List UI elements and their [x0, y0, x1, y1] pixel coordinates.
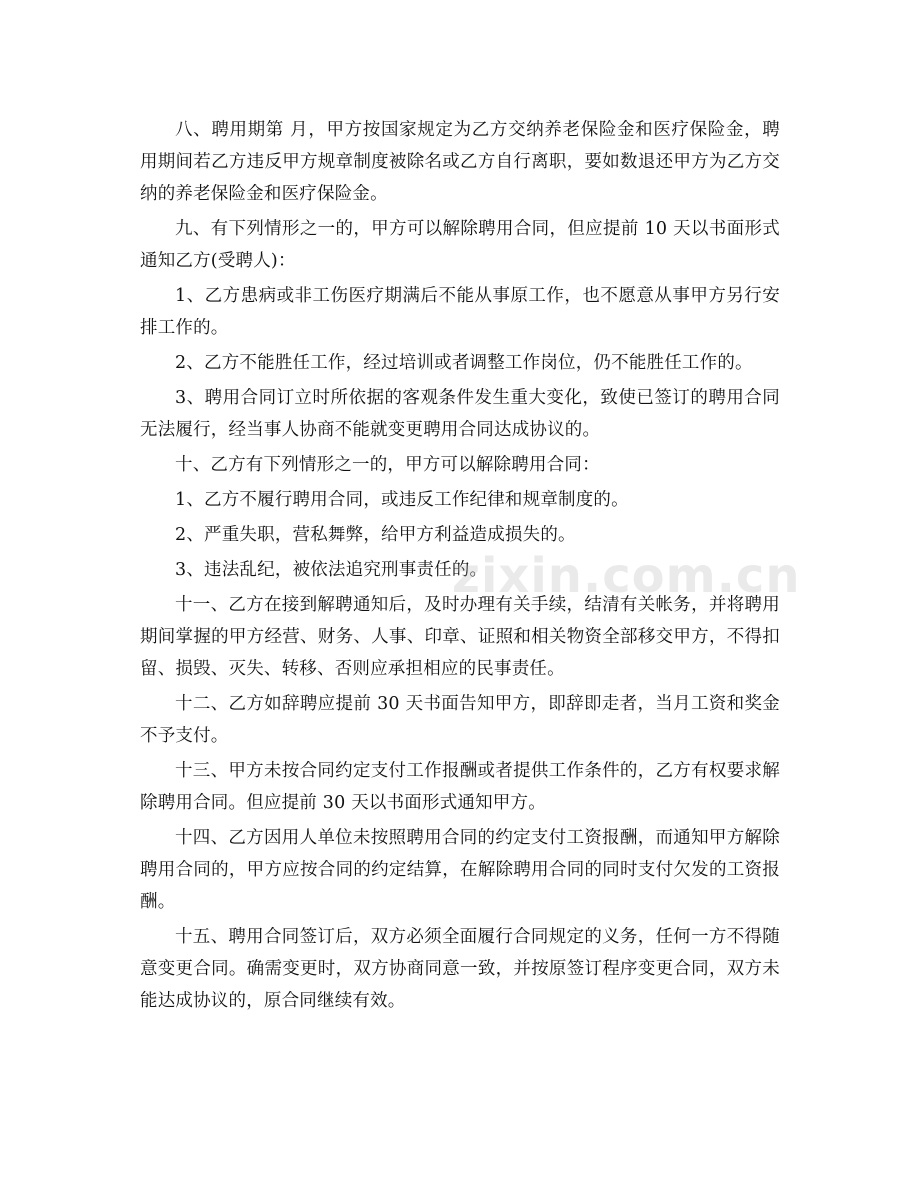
clause-10-item-1: 1、乙方不履行聘用合同，或违反工作纪律和规章制度的。	[175, 490, 629, 510]
clause-9: 九、有下列情形之一的，甲方可以解除聘用合同，但应提前 10 天以书面形式通知乙方(受聘人)：	[140, 219, 780, 271]
clause-8: 八、聘用期第 月，甲方按国家规定为乙方交纳养老保险金和医疗保险金，聘用期间若乙方违反甲方规章制度被除名或乙方自行离职，要如数退还甲方为乙方交纳的养老保险金和医疗保险金。	[140, 120, 780, 204]
watermark: zixin.com.cn	[452, 548, 801, 604]
clause-9-item-2: 2、乙方不能胜任工作，经过培训或者调整工作岗位，仍不能胜任工作的。	[175, 353, 753, 373]
clause-13: 十三、甲方未按合同约定支付工作报酬或者提供工作条件的，乙方有权要求解除聘用合同。但应提前 30 天以书面形式通知甲方。	[140, 761, 780, 813]
clause-12: 十二、乙方如辞聘应提前 30 天书面告知甲方，即辞即走者，当月工资和奖金不予支付。	[140, 694, 780, 746]
clause-9-item-1: 1、乙方患病或非工伤医疗期满后不能从事原工作，也不愿意从事甲方另行安排工作的。	[140, 286, 780, 338]
clause-10-item-3: 3、违法乱纪，被依法追究刑事责任的。	[175, 560, 488, 580]
clause-15: 十五、聘用合同签订后，双方必须全面履行合同规定的义务，任何一方不得随意变更合同。确需变更时，双方协商同意一致，并按原签订程序变更合同，双方未能达成协议的，原合同继续有效。	[140, 927, 780, 1011]
clause-11: 十一、乙方在接到解聘通知后，及时办理有关手续，结清有关帐务，并将聘用期间掌握的甲方经营、财务、人事、印章、证照和相关物资全部移交甲方，不得扣留、损毁、灭失、转移、否则应承担相应的民事责任。	[140, 595, 780, 679]
clause-10-item-2: 2、严重失职，营私舞弊，给甲方利益造成损失的。	[175, 525, 576, 545]
clause-10: 十、乙方有下列情形之一的，甲方可以解除聘用合同：	[175, 455, 600, 475]
clause-14: 十四、乙方因用人单位未按照聘用合同的约定支付工资报酬，而通知甲方解除聘用合同的，甲方应按合同的约定结算，在解除聘用合同的同时支付欠发的工资报酬。	[140, 828, 780, 912]
clause-9-item-3: 3、聘用合同订立时所依据的客观条件发生重大变化，致使已签订的聘用合同无法履行，经当事人协商不能就变更聘用合同达成协议的。	[140, 388, 780, 440]
document-body	[140, 114, 780, 1020]
